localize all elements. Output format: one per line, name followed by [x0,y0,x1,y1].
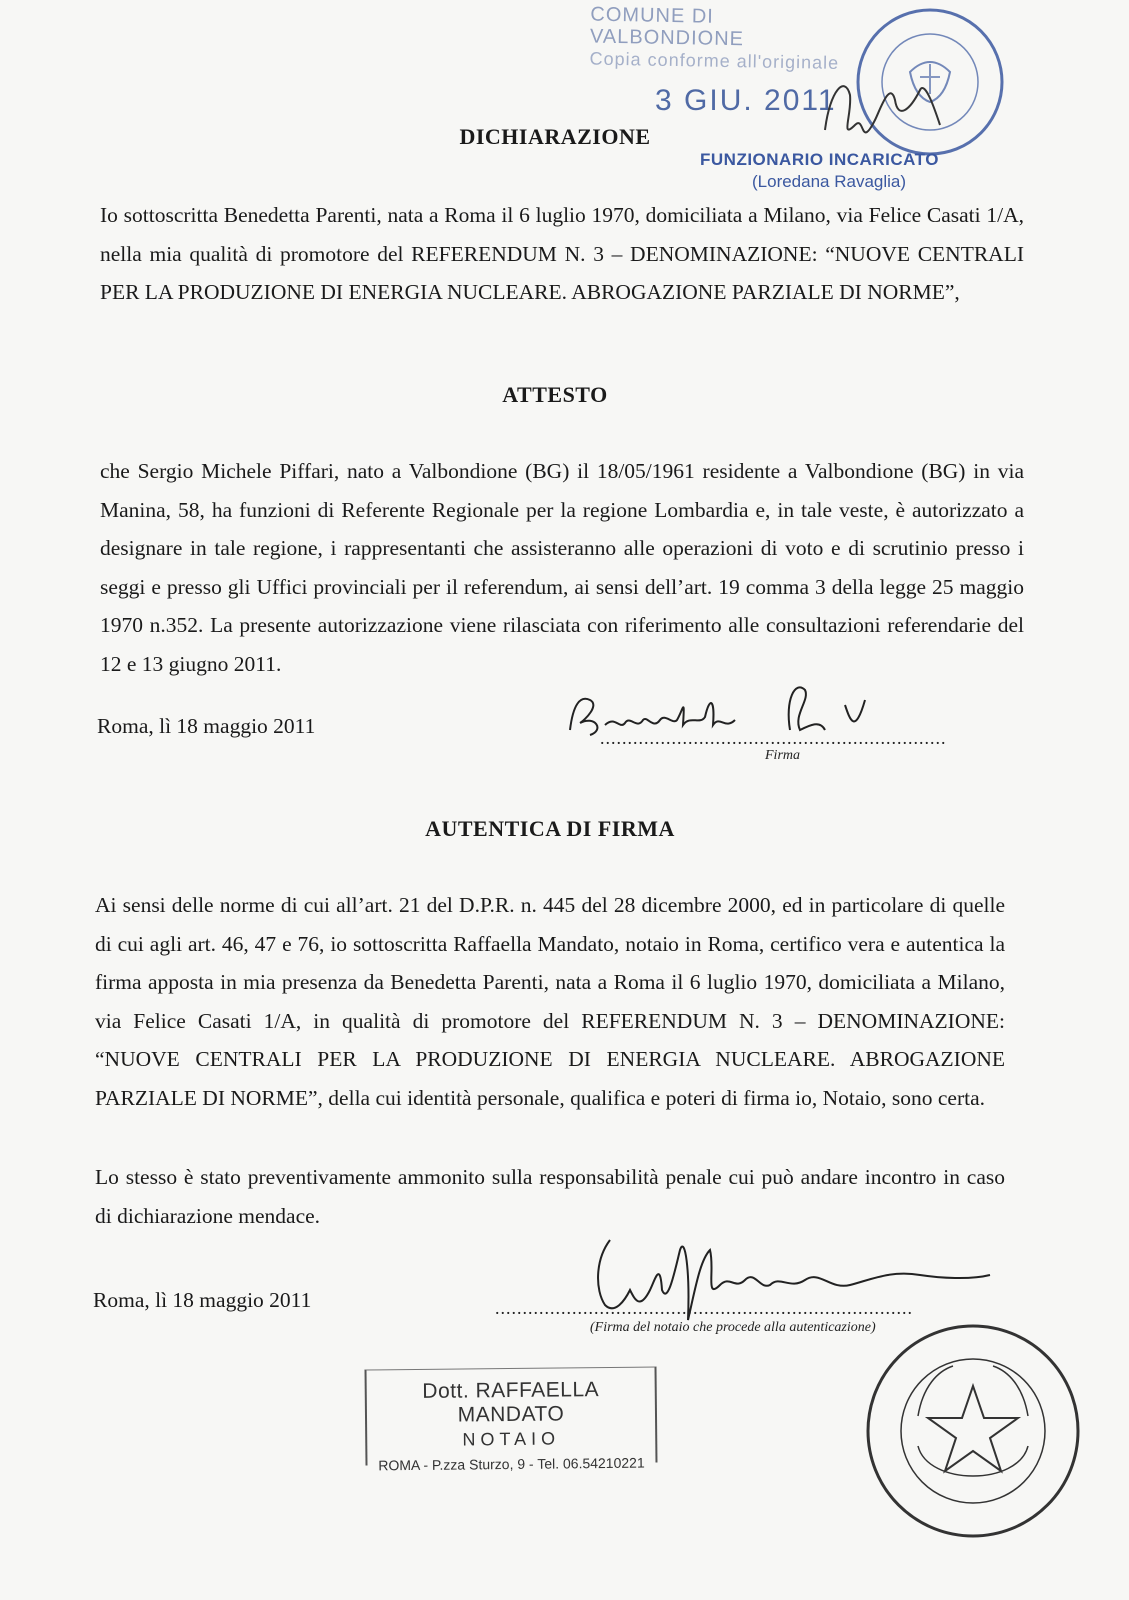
attesto-paragraph: che Sergio Michele Piffari, nato a Valbondione (BG) il 18/05/1961 residente a Valbondione (BG) in via Manina, 58, ha funzioni di Referente Regionale per la regione Lombardia e, in tale veste, è autorizzato a designare in tale regione, i rappresentanti che assisteranno alle operazioni di voto e di scrutinio presso i seggi e presso gli Uffici provinciali per il referendum, ai sensi dell’art. 19 comma 3 della legge 25 maggio 1970 n.352. La presente autorizzazione viene rilasciata con riferimento alle consultazioni referendarie del 12 e 13 giugno 2011. [100,459,1024,676]
document-title: DICHIARAZIONE [459,124,651,149]
notary-stamp-address: ROMA - P.zza Sturzo, 9 - Tel. 06.54210221 [378,1454,645,1474]
place-date-declaration: Roma, lì 18 maggio 2011 [97,714,316,738]
autentica-heading: AUTENTICA DI FIRMA [425,816,675,841]
signature-caption-promoter: Firma [765,748,800,763]
signature-line-notary: ............................................................................ [495,1298,913,1318]
funzionario-signature-icon [820,70,960,160]
comune-stamp [589,4,870,75]
signature-line-promoter: ............................................................... [600,728,947,748]
attesto-heading: ATTESTO [502,382,608,407]
signature-caption-notary: (Firma del notaio che procede alla autenticazione) [590,1320,876,1335]
notary-stamp-title: NOTAIO [462,1428,561,1450]
funzionario-stamp-title: FUNZIONARIO INCARICATO [700,150,939,169]
place-date-autentica: Roma, lì 18 maggio 2011 [93,1288,312,1312]
notary-seal-icon [858,1316,1088,1546]
comune-stamp-line1: COMUNE DI VALBONDIONE [589,3,745,51]
notary-stamp-name: Dott. RAFFAELLA MANDATO [422,1378,600,1427]
autentica-paragraph: Ai sensi delle norme di cui all’art. 21 del D.P.R. n. 445 del 28 dicembre 2000, ed in particolare di quelle di cui agli art. 46, 47 e 76, io sottoscritta Raffaella Mandato, notaio in Roma, certifico vera e autentica la firma apposta in mia presenza da Benedetta Parenti, nata a Roma il 6 luglio 1970, domiciliata a Milano, via Felice Casati 1/A, in qualità di promotore del REFERENDUM N. 3 – DENOMINAZIONE: “NUOVE CENTRALI PER LA PRODUZIONE DI ENERGIA NUCLEARE. ABROGAZIONE PARZIALE DI NORME”, della cui identità personale, qualifica e poteri di firma io, Notaio, sono certa. [95,893,1005,1110]
intro-paragraph: Io sottoscritta Benedetta Parenti, nata a Roma il 6 luglio 1970, domiciliata a Milano, via Felice Casati 1/A, nella mia qualità di promotore del REFERENDUM N. 3 – DENOMINAZIONE: “NUOVE CENTRALI PER LA PRODUZIONE DI ENERGIA NUCLEARE. ABROGAZIONE PARZIALE DI NORME”, [100,203,1024,304]
date-stamp: 3 GIU. 2011 [655,84,837,117]
funzionario-stamp [700,150,1000,192]
notary-box-stamp [365,1366,658,1474]
comune-stamp-line2: Copia conforme all'originale [589,48,840,73]
ammonito-paragraph: Lo stesso è stato preventivamente ammonito sulla responsabilità penale cui può andare incontro in caso di dichiarazione mendace. [95,1165,1005,1228]
funzionario-stamp-name: (Loredana Ravaglia) [752,172,907,191]
